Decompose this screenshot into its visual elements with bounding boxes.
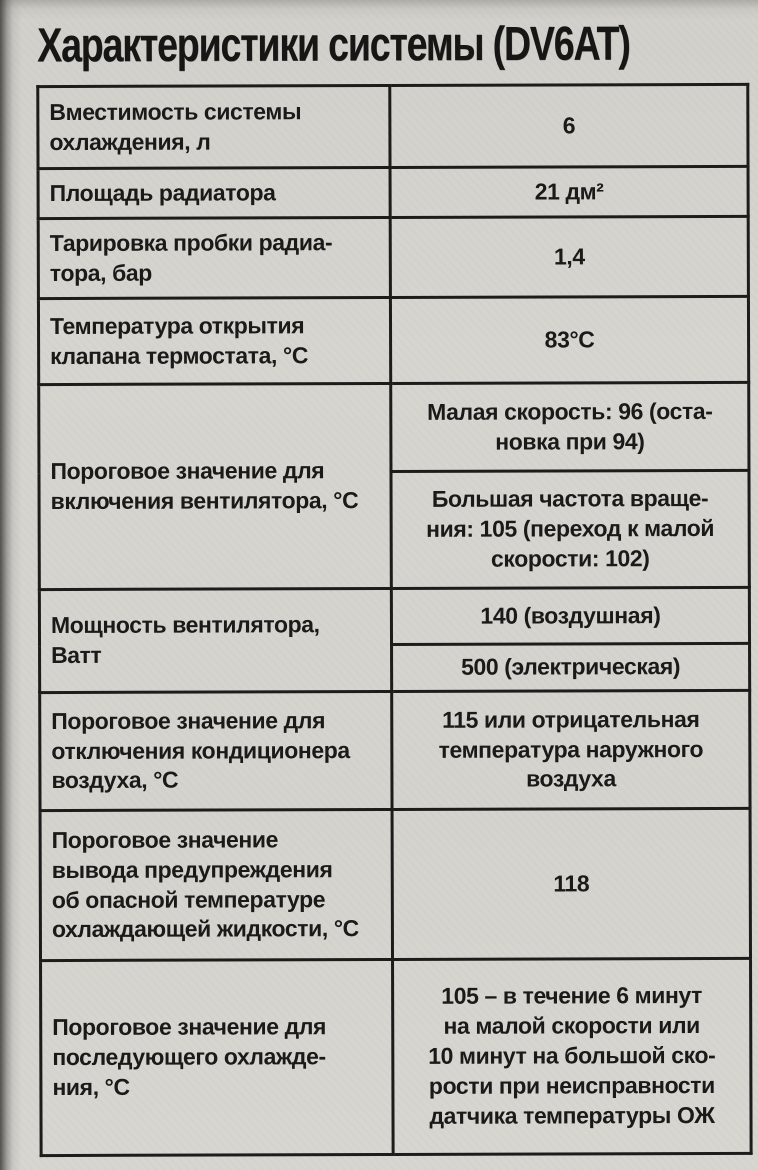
page-title: Характеристики системы (DV6AT) (37, 15, 630, 72)
param-label: Тарировка пробки радиа- тора, бар (38, 217, 390, 298)
param-value: 105 – в течение 6 минут на малой скорости или 10 минут на большой ско- рости при неисправности датчика температуры ОЖ (393, 958, 752, 1154)
table-row (38, 84, 748, 168)
table-row (39, 382, 749, 472)
table-row (38, 216, 748, 298)
table-row (40, 808, 750, 960)
table-row (40, 690, 750, 810)
param-value: 6 (390, 84, 748, 167)
param-label: Пороговое значение для включения вентилятора, °С (39, 383, 392, 589)
param-value: 115 или отрицательная температура наружного воздуха (392, 690, 750, 809)
param-value: Большая частота враще- ния: 105 (переход к малой скорости: 102) (391, 470, 749, 588)
param-label: Вместимость системы охлаждения, л (38, 85, 390, 168)
param-value: Малая скорость: 96 (оста- новка при 94) (391, 382, 749, 471)
param-label: Площадь радиатора (38, 167, 390, 218)
param-value: 500 (электрическая) (392, 643, 750, 691)
table-row (39, 587, 749, 645)
table-row (38, 296, 748, 384)
param-value: 83°С (390, 296, 748, 383)
param-label: Температура открытия клапана термостата, °С (38, 297, 390, 384)
param-label: Пороговое значение для отключения кондиционера воздуха, °С (40, 691, 392, 810)
table-row (38, 166, 748, 218)
table-row (41, 958, 752, 1155)
param-label: Мощность вентилятора, Ватт (39, 588, 391, 692)
param-label: Пороговое значение для последующего охлажде- ния, °С (41, 959, 394, 1155)
param-value: 140 (воздушная) (391, 587, 749, 644)
param-value: 118 (392, 808, 750, 959)
param-value: 1,4 (390, 216, 748, 297)
param-label: Пороговое значение вывода предупреждения об опасной температуре охлаждающей жидкости, °С (40, 809, 392, 960)
spec-table (36, 83, 752, 1157)
param-value: 21 дм² (390, 166, 748, 217)
